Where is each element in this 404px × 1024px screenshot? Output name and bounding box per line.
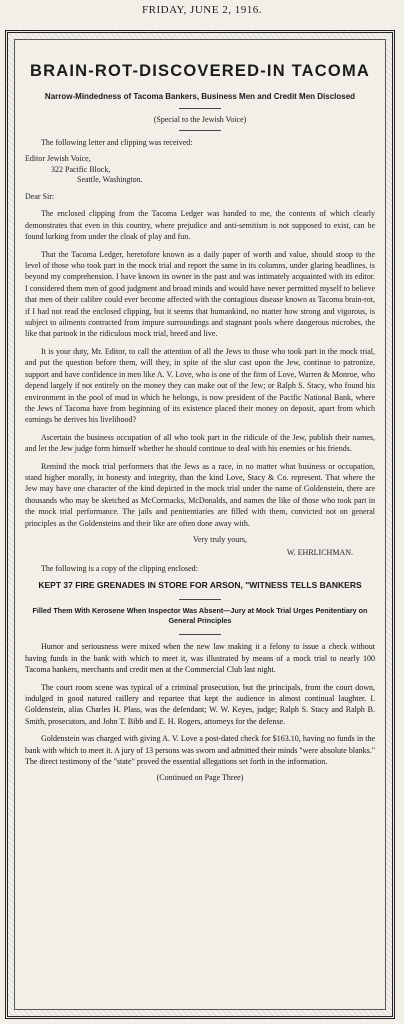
address-line: Editor Jewish Voice, [25,154,91,164]
address-block [25,154,375,186]
letter-paragraph: Ascertain the business occupation of all who took part in the ridicule of the Jew, publish their names, and let the Jew judge form himself whether he should continue to deal with his enemies or his friends. [25,432,375,454]
letter-paragraph: Remind the mock trial performers that the Jews as a race, in no matter what business or occupation, stand higher morally, in honesty and integrity, than the kind Love, Stacy & Co. represent. That where the Jew may have one character of the kind depicted in the mock trial under the name of Goldenstein, there are thousands who may be sketched as McCormacks, McDonalds, and names the like of those who took part in the mock trial performance. The jails and penitentiaries are filled with them, convicted not on general principles as the Goldensteins and their like are often done away with. [25,461,375,528]
continued-note: (Continued on Page Three) [156,773,244,783]
letter-paragraph: It is your duty, Mr. Editor, to call the attention of all the Jews to those who took part in the mock trial, and put the question before them, will they, in spite of the slur cast upon the Jew, continue to patronize, support and have confidence in men like A. V. Love, who is one of the firm of Love, Warren & Monroe, who depend largely if not entirely on the money they can make out of the Jew; or Ralph S. Stacy, who found his environment in the pool of mud in which he belongs, is now president of the Pacific National Bank, where the Jews of Tacoma have from beginning of its existence placed their money on deposit, apart from which earnings he derives his livelihood? [25,346,375,425]
clipping-subheadline: Filled Them With Kerosene When Inspector Was Absent—Jury at Mock Trial Urges Penitentiary on General Principles [32,606,368,626]
article-frame [5,30,395,1019]
letter-paragraph: That the Tacoma Ledger, heretofore known as a daily paper of worth and value, should stoop to the level of those who took part in the mock trial and report the same in its columns, under glaring headlines, is beyond my comprehension. I have known its owner in the past and was intimately acquainted with its editor. I considered them men of good judgment and broad minds and would have never permitted myself to believe that men of their calibre could ever become affected with the contagious disease known as Tacoma brain-rot, if I had not read the enclosed clipping, but it seems that humankind, no matter how strong and vigorous, is subject to ailments contracted from impure surroundings and stagnant pools where dangerous microbes, the like that partook in the ridiculous mock trial, breed and live. [25,249,375,339]
subheadline: Narrow-Mindedness of Tacoma Bankers, Business Men and Credit Men Disclosed [44,92,356,101]
clipping-paragraph: The court room scene was typical of a criminal prosecution, but the principals, from the court down, indulged in good natured raillery and repartee that kept the audience in almost continual laughter. I. Goldenstein, alias Charles H. Plass, was the defendant; W. W. Keyes, judge; Ralph S. Stacy and Ralph B. Smith, prosecutors, and John T. Bibb and E. H. Rogers, attorneys for the defense. [25,682,375,726]
salutation: Dear Sir: [25,191,55,201]
clipping-intro: The following is a copy of the clipping enclosed: [41,563,198,573]
clipping-headline: KEPT 37 FIRE GRENADES IN STORE FOR ARSON, "WITNESS TELLS BANKERS [38,580,362,591]
address-line: Seattle, Washington. [77,175,143,185]
address-line: 322 Pacific Block, [51,164,111,174]
dateline: FRIDAY, JUNE 2, 1916. [142,4,262,16]
signature: W. EHRLICHMAN. [286,547,353,557]
special-credit: (Special to the Jewish Voice) [153,115,247,124]
divider-rule [179,634,221,635]
clipping-text [25,641,375,767]
signoff: Very truly yours, [193,534,247,544]
divider-rule [179,130,221,131]
divider-rule [179,108,221,109]
letter-paragraph: The enclosed clipping from the Tacoma Ledger was handed to me, the contents of which clearly demonstrates that even in this country, where prejudice and anti-semitism is not supposed to exist, can be found lurking from under the cloak of play and fun. [25,209,375,242]
headline: BRAIN-ROT-DISCOVERED-IN TACOMA [29,62,371,80]
intro-paragraph: The following letter and clipping was received: [41,138,193,147]
clipping-paragraph: Goldenstein was charged with giving A. V. Love a post-dated check for $163.10, having no funds in the bank with which to meet it. A jury of 13 persons was sworn and admitted their minds "were absolute blanks." The direct testimony of the "state" proved the essential allegations set forth in the information. [25,734,375,767]
article-body [14,39,386,1010]
clipping-paragraph: Humor and seriousness were mixed when the new law making it a felony to issue a check without having funds in the bank with which to meet it, was illustrated by means of a mock trial to nearly 100 Tacoma bankers, merchants and credit men at the Commercial Club last night. [25,642,375,675]
divider-rule [179,599,221,600]
